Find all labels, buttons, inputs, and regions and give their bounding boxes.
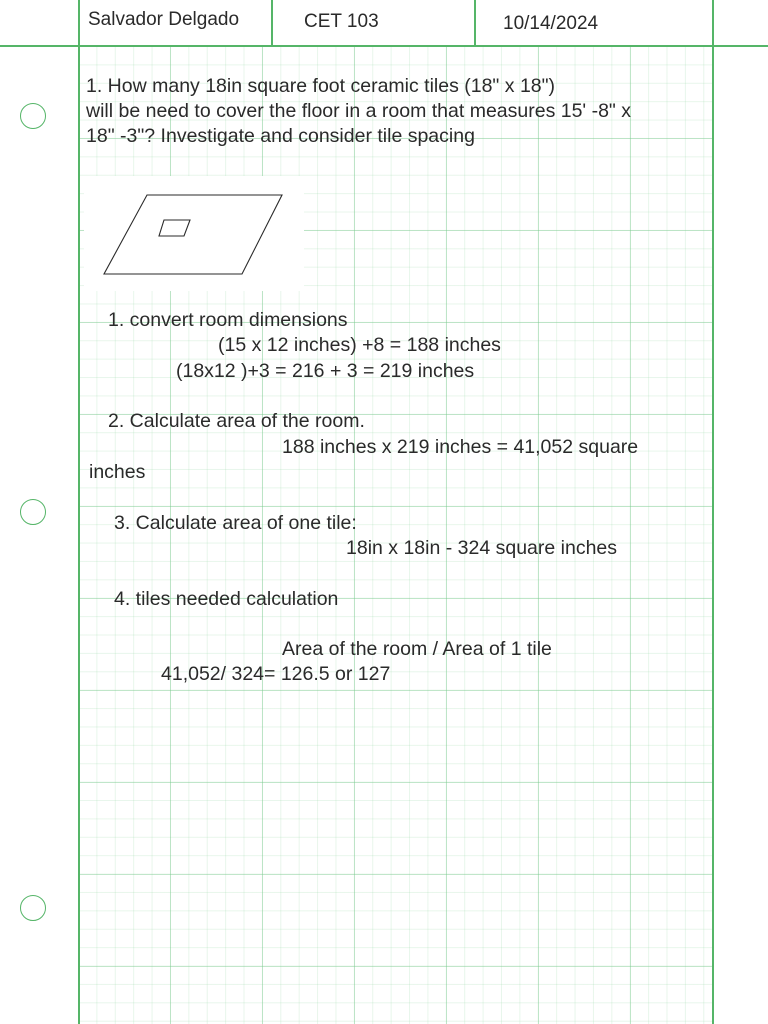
binder-hole-top <box>20 103 46 129</box>
binder-hole-bottom <box>20 895 46 921</box>
room-outline <box>104 195 282 274</box>
binder-hole-middle <box>20 499 46 525</box>
header-rule <box>0 45 768 47</box>
step4-title: 4. tiles needed calculation <box>114 588 339 610</box>
right-margin <box>713 46 768 1024</box>
question-line-2: will be need to cover the floor in a room that measures 15' -8" x <box>86 100 632 122</box>
step1-line1: (15 x 12 inches) +8 = 188 inches <box>218 334 501 356</box>
step3-line1: 18in x 18in - 324 square inches <box>346 537 618 559</box>
question-line-3: 18" -3"? Investigate and consider tile spacing <box>86 125 475 147</box>
room-floor-sketch <box>84 176 304 291</box>
header-date: 10/14/2024 <box>503 13 599 34</box>
question-line-1: 1. How many 18in square foot ceramic tiles (18" x 18") <box>86 75 556 97</box>
step1-title: 1. convert room dimensions <box>108 309 348 331</box>
margin-line-left <box>78 0 80 1024</box>
step1-line2: (18x12 )+3 = 216 + 3 = 219 inches <box>176 360 475 382</box>
step3-title: 3. Calculate area of one tile: <box>114 512 357 534</box>
header-divider-1 <box>271 0 273 46</box>
step2-title: 2. Calculate area of the room. <box>108 410 365 432</box>
step2-line1: 188 inches x 219 inches = 41,052 square <box>282 436 639 458</box>
step4-line2: 41,052/ 324= 126.5 or 127 <box>161 663 391 685</box>
step4-line1: Area of the room / Area of 1 tile <box>282 638 552 660</box>
header-name: Salvador Delgado <box>88 9 240 30</box>
margin-line-right <box>712 0 714 1024</box>
header-course: CET 103 <box>304 11 379 32</box>
tile-outline <box>159 220 190 236</box>
step2-line2: inches <box>89 461 146 483</box>
header-divider-2 <box>474 0 476 46</box>
left-margin <box>0 46 78 1024</box>
